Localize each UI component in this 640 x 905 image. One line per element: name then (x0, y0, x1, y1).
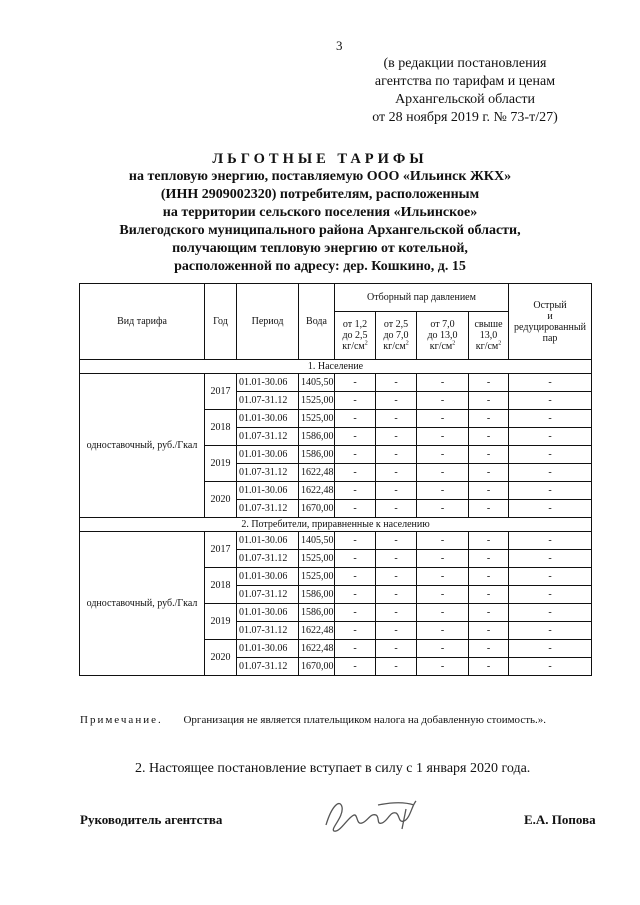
empty-value-cell: - (417, 446, 469, 464)
period-cell: 01.01-30.06 (237, 568, 299, 586)
empty-value-cell: - (376, 658, 417, 676)
water-price-cell: 1586,00 (299, 604, 335, 622)
header-steam-col-line: свыше (474, 319, 503, 330)
header-sharp-steam-line: редуцированный (514, 321, 586, 333)
empty-value-cell: - (469, 622, 509, 640)
period-cell: 01.01-30.06 (237, 640, 299, 658)
period-cell: 01.01-30.06 (237, 482, 299, 500)
title-line: получающим тепловую энергию от котельной, (172, 241, 468, 256)
header-steam-col-line: от 1,2 (342, 319, 368, 330)
empty-value-cell: - (469, 500, 509, 518)
unit-exponent: 2 (364, 340, 368, 347)
unit-text: кг/см (475, 341, 499, 352)
unit-text: кг/см (383, 341, 406, 352)
header-steam-col-line: 13,0 (479, 330, 498, 341)
empty-value-cell: - (509, 374, 592, 392)
revision-note-line: (в редакции постановления (383, 56, 547, 71)
effective-date-clause: 2. Настоящее постановление вступает в силу с 1 января 2020 года. (135, 761, 531, 776)
empty-value-cell: - (469, 658, 509, 676)
header-steam-col-line: до 13,0 (427, 330, 458, 341)
empty-value-cell: - (469, 640, 509, 658)
header-steam-col-line: от 7,0 (430, 319, 455, 330)
period-cell: 01.07-31.12 (237, 500, 299, 518)
empty-value-cell: - (417, 622, 469, 640)
empty-value-cell: - (376, 532, 417, 550)
header-steam-col (376, 312, 417, 360)
period-cell: 01.07-31.12 (237, 586, 299, 604)
empty-value-cell: - (376, 568, 417, 586)
empty-value-cell: - (417, 410, 469, 428)
table-row (80, 532, 592, 550)
water-price-cell: 1405,50 (299, 374, 335, 392)
empty-value-cell: - (417, 482, 469, 500)
header-steam-col-unit (469, 341, 508, 352)
empty-value-cell: - (376, 500, 417, 518)
empty-value-cell: - (509, 568, 592, 586)
empty-value-cell: - (417, 640, 469, 658)
revision-note (350, 55, 580, 127)
revision-note-line: от 28 ноября 2019 г. № 73-т/27) (372, 110, 558, 125)
empty-value-cell: - (469, 568, 509, 586)
empty-value-cell: - (335, 532, 376, 550)
empty-value-cell: - (335, 374, 376, 392)
period-cell: 01.07-31.12 (237, 428, 299, 446)
footnote (80, 714, 546, 726)
empty-value-cell: - (335, 604, 376, 622)
header-steam-col-line: до 2,5 (342, 330, 368, 341)
period-cell: 01.01-30.06 (237, 446, 299, 464)
document-title (60, 150, 580, 276)
empty-value-cell: - (469, 464, 509, 482)
footnote-text: Организация не является плательщиком налога на добавленную стоимость.». (183, 714, 547, 726)
unit-exponent: 2 (452, 340, 456, 347)
empty-value-cell: - (335, 500, 376, 518)
signer-name: Е.А. Попова (524, 812, 596, 827)
signer-role: Руководитель агентства (80, 812, 223, 827)
empty-value-cell: - (509, 446, 592, 464)
empty-value-cell: - (509, 428, 592, 446)
empty-value-cell: - (509, 586, 592, 604)
empty-value-cell: - (509, 482, 592, 500)
empty-value-cell: - (417, 392, 469, 410)
title-line: расположенной по адресу: дер. Кошкино, д. 15 (174, 259, 466, 274)
empty-value-cell: - (335, 550, 376, 568)
section-title: 1. Население (80, 360, 592, 374)
empty-value-cell: - (469, 428, 509, 446)
empty-value-cell: - (417, 568, 469, 586)
empty-value-cell: - (335, 658, 376, 676)
water-price-cell: 1525,00 (299, 410, 335, 428)
empty-value-cell: - (376, 586, 417, 604)
tariff-table (79, 283, 592, 676)
water-price-cell: 1622,48 (299, 622, 335, 640)
period-cell: 01.01-30.06 (237, 604, 299, 622)
tariff-type-cell: одноставочный, руб./Гкал (80, 532, 205, 676)
empty-value-cell: - (376, 640, 417, 658)
empty-value-cell: - (469, 392, 509, 410)
empty-value-cell: - (417, 428, 469, 446)
empty-value-cell: - (335, 428, 376, 446)
empty-value-cell: - (417, 532, 469, 550)
year-cell: 2017 (205, 374, 237, 410)
period-cell: 01.07-31.12 (237, 550, 299, 568)
water-price-cell: 1622,48 (299, 464, 335, 482)
period-cell: 01.01-30.06 (237, 532, 299, 550)
title-line: (ИНН 2909002320) потребителям, расположенным (160, 187, 480, 202)
water-price-cell: 1586,00 (299, 428, 335, 446)
empty-value-cell: - (469, 604, 509, 622)
empty-value-cell: - (509, 464, 592, 482)
period-cell: 01.07-31.12 (237, 622, 299, 640)
header-steam-col (417, 312, 469, 360)
revision-note-line: агентства по тарифам и ценам (374, 74, 556, 89)
year-cell: 2020 (205, 640, 237, 676)
header-steam-col (335, 312, 376, 360)
empty-value-cell: - (509, 410, 592, 428)
empty-value-cell: - (335, 586, 376, 604)
empty-value-cell: - (509, 640, 592, 658)
empty-value-cell: - (417, 604, 469, 622)
empty-value-cell: - (417, 550, 469, 568)
table-row (80, 374, 592, 392)
period-cell: 01.07-31.12 (237, 392, 299, 410)
revision-note-line: Архангельской области (395, 92, 535, 107)
empty-value-cell: - (509, 550, 592, 568)
empty-value-cell: - (335, 640, 376, 658)
footnote-label: Примечание. (80, 714, 163, 726)
empty-value-cell: - (417, 658, 469, 676)
empty-value-cell: - (335, 482, 376, 500)
empty-value-cell: - (376, 464, 417, 482)
empty-value-cell: - (376, 446, 417, 464)
year-cell: 2019 (205, 604, 237, 640)
water-price-cell: 1405,50 (299, 532, 335, 550)
section-title: 2. Потребители, приравненные к населению (80, 518, 592, 532)
header-sharp-steam (509, 284, 592, 360)
water-price-cell: 1525,00 (299, 568, 335, 586)
empty-value-cell: - (469, 532, 509, 550)
header-year: Год (205, 284, 237, 360)
empty-value-cell: - (376, 622, 417, 640)
empty-value-cell: - (335, 568, 376, 586)
unit-exponent: 2 (498, 340, 502, 347)
empty-value-cell: - (376, 428, 417, 446)
header-steam-col-unit (376, 341, 416, 352)
empty-value-cell: - (509, 392, 592, 410)
header-steam: Отборный пар давлением (335, 284, 509, 312)
page-number: 3 (336, 38, 343, 53)
signature-image (318, 795, 428, 840)
empty-value-cell: - (417, 586, 469, 604)
empty-value-cell: - (469, 446, 509, 464)
water-price-cell: 1586,00 (299, 586, 335, 604)
empty-value-cell: - (469, 550, 509, 568)
header-period: Период (237, 284, 299, 360)
empty-value-cell: - (469, 482, 509, 500)
header-sharp-steam-line: и (547, 310, 553, 322)
header-steam-col-unit (417, 341, 468, 352)
empty-value-cell: - (469, 410, 509, 428)
water-price-cell: 1670,00 (299, 500, 335, 518)
empty-value-cell: - (509, 658, 592, 676)
empty-value-cell: - (376, 482, 417, 500)
title-line: Вилегодского муниципального района Архангельской области, (119, 223, 521, 238)
unit-text: кг/см (429, 341, 453, 352)
empty-value-cell: - (376, 550, 417, 568)
empty-value-cell: - (417, 500, 469, 518)
title-line: на тепловую энергию, поставляемую ООО «Ильинск ЖКХ» (128, 169, 512, 184)
header-steam-col-unit (335, 341, 375, 352)
empty-value-cell: - (335, 622, 376, 640)
empty-value-cell: - (417, 374, 469, 392)
header-tariff-type: Вид тарифа (80, 284, 205, 360)
empty-value-cell: - (509, 500, 592, 518)
period-cell: 01.01-30.06 (237, 410, 299, 428)
header-sharp-steam-line: Острый (533, 299, 567, 311)
empty-value-cell: - (335, 446, 376, 464)
water-price-cell: 1525,00 (299, 550, 335, 568)
empty-value-cell: - (376, 392, 417, 410)
year-cell: 2017 (205, 532, 237, 568)
empty-value-cell: - (417, 464, 469, 482)
year-cell: 2020 (205, 482, 237, 518)
year-cell: 2018 (205, 410, 237, 446)
empty-value-cell: - (335, 392, 376, 410)
empty-value-cell: - (509, 604, 592, 622)
empty-value-cell: - (376, 410, 417, 428)
period-cell: 01.07-31.12 (237, 464, 299, 482)
empty-value-cell: - (376, 374, 417, 392)
water-price-cell: 1622,48 (299, 482, 335, 500)
water-price-cell: 1525,00 (299, 392, 335, 410)
header-sharp-steam-line: пар (542, 332, 558, 344)
unit-exponent: 2 (405, 340, 409, 347)
empty-value-cell: - (335, 410, 376, 428)
title-heading: ЛЬГОТНЫЕ ТАРИФЫ (212, 151, 428, 167)
empty-value-cell: - (509, 622, 592, 640)
unit-text: кг/см (342, 341, 365, 352)
empty-value-cell: - (509, 532, 592, 550)
year-cell: 2018 (205, 568, 237, 604)
empty-value-cell: - (376, 604, 417, 622)
period-cell: 01.01-30.06 (237, 374, 299, 392)
year-cell: 2019 (205, 446, 237, 482)
empty-value-cell: - (469, 374, 509, 392)
empty-value-cell: - (335, 464, 376, 482)
water-price-cell: 1586,00 (299, 446, 335, 464)
water-price-cell: 1670,00 (299, 658, 335, 676)
header-steam-col-line: от 2,5 (383, 319, 409, 330)
empty-value-cell: - (469, 586, 509, 604)
header-steam-col (469, 312, 509, 360)
tariff-type-cell: одноставочный, руб./Гкал (80, 374, 205, 518)
header-steam-col-line: до 7,0 (383, 330, 409, 341)
title-line: на территории сельского поселения «Ильинское» (162, 205, 478, 220)
period-cell: 01.07-31.12 (237, 658, 299, 676)
header-water: Вода (299, 284, 335, 360)
water-price-cell: 1622,48 (299, 640, 335, 658)
